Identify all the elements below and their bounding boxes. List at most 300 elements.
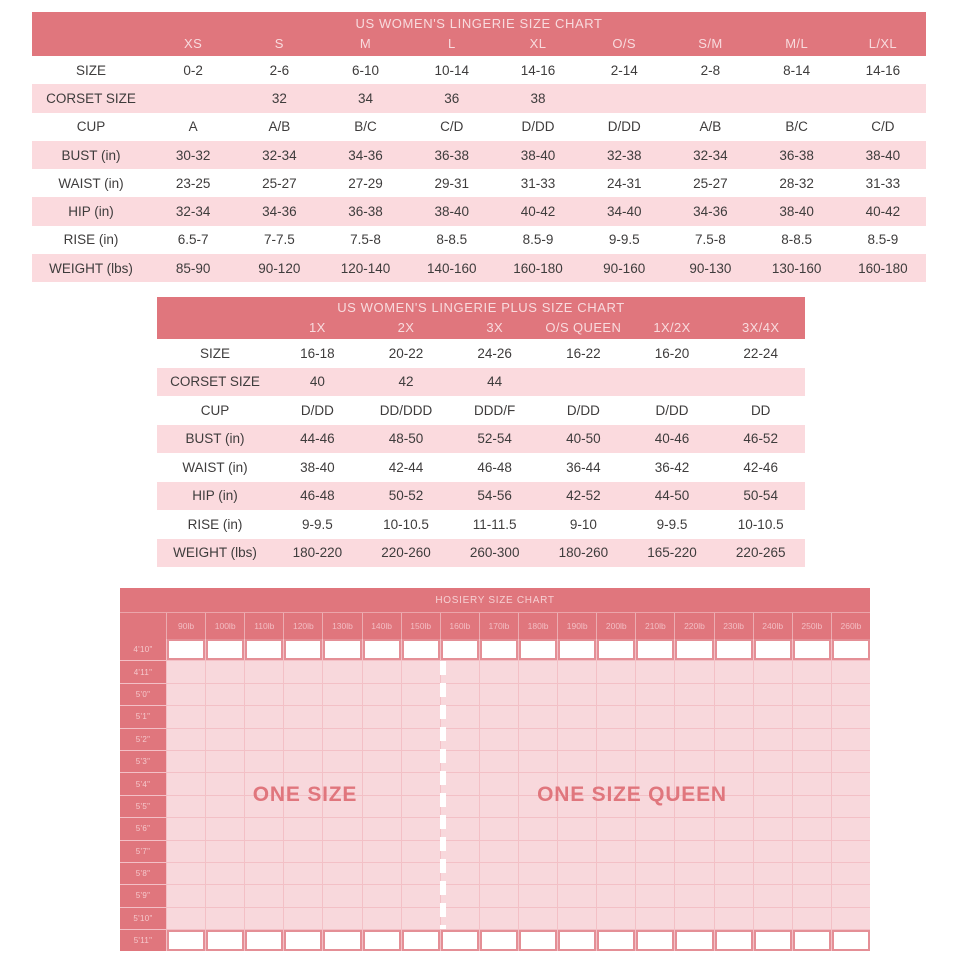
- hosiery-cell: [519, 908, 557, 929]
- hosiery-cell: [323, 908, 361, 929]
- weight-column-header: 230lb: [714, 613, 753, 639]
- hosiery-cell: [636, 661, 674, 682]
- hosiery-cell: [793, 661, 831, 682]
- row-label: WEIGHT (lbs): [173, 545, 257, 561]
- hosiery-cell: [675, 706, 713, 727]
- hosiery-cell: [363, 773, 401, 794]
- hosiery-cell: [284, 639, 322, 660]
- hosiery-cell: [675, 818, 713, 839]
- table-row: [157, 396, 805, 425]
- weight-column-header: 180lb: [518, 613, 557, 639]
- table-cell: 7-7.5: [263, 232, 295, 248]
- hosiery-cell: [675, 639, 713, 660]
- table-cell: B/C: [354, 119, 377, 135]
- table-cell: D/DD: [521, 119, 555, 135]
- hosiery-cell: [167, 930, 205, 951]
- hosiery-cell: [480, 885, 518, 906]
- column-header: XL: [529, 36, 547, 51]
- hosiery-cell: [675, 661, 713, 682]
- hosiery-cell: [793, 706, 831, 727]
- hosiery-cell: [597, 751, 635, 772]
- hosiery-cell: [715, 863, 753, 884]
- table-cell: 23-25: [175, 175, 211, 191]
- hosiery-cell: [441, 684, 479, 705]
- column-header: L: [447, 36, 456, 51]
- hosiery-cell: [441, 930, 479, 951]
- table-row: [157, 539, 805, 568]
- hosiery-cell: [323, 684, 361, 705]
- table-cell: 38-40: [865, 147, 901, 163]
- table-cell: 40: [309, 374, 325, 390]
- table-cell: 46-48: [300, 488, 335, 504]
- hosiery-cell: [402, 818, 440, 839]
- table-cell: 120-140: [340, 260, 391, 276]
- table-cell: 16-20: [654, 345, 690, 361]
- hosiery-cell: [167, 796, 205, 817]
- chart-header-block: [157, 297, 805, 339]
- hosiery-cell: [167, 661, 205, 682]
- table-cell: 40-50: [566, 431, 601, 447]
- hosiery-cell: [675, 729, 713, 750]
- hosiery-cell: [206, 751, 244, 772]
- hosiery-cell: [597, 885, 635, 906]
- hosiery-cell: [363, 639, 401, 660]
- chart-header-block: [32, 12, 926, 56]
- weight-column-header: 220lb: [674, 613, 713, 639]
- hosiery-cell: [793, 729, 831, 750]
- hosiery-cell: [558, 661, 596, 682]
- table-cell: 10-14: [434, 62, 470, 78]
- hosiery-cell: [245, 639, 283, 660]
- row-label: RISE (in): [63, 232, 119, 248]
- table-cell: 220-260: [381, 545, 431, 561]
- table-cell: 32-38: [606, 147, 642, 163]
- table-cell: 40-42: [520, 204, 556, 220]
- table-cell: D/DD: [300, 402, 334, 418]
- table-cell: 44-50: [654, 488, 690, 504]
- hosiery-cell: [675, 863, 713, 884]
- height-row-label: 5'8": [120, 863, 166, 884]
- hosiery-cell: [167, 706, 205, 727]
- hosiery-cell: [754, 729, 792, 750]
- table-cell: 36-38: [434, 147, 470, 163]
- table-cell: 24-31: [606, 175, 642, 191]
- table-cell: 14-16: [520, 62, 556, 78]
- hosiery-cell: [363, 729, 401, 750]
- weight-column-header: 110lb: [244, 613, 283, 639]
- table-cell: 180-260: [558, 545, 609, 561]
- column-header-row: [157, 318, 805, 339]
- table-cell: 36: [444, 90, 460, 106]
- table-row: [32, 141, 926, 169]
- hosiery-cell: [558, 930, 596, 951]
- table-cell: 90-160: [603, 260, 646, 276]
- table-cell: 36-44: [566, 459, 601, 475]
- hosiery-cell: [363, 661, 401, 682]
- hosiery-cell: [715, 639, 753, 660]
- column-header: 1X: [308, 319, 326, 335]
- weight-column-header: 130lb: [322, 613, 361, 639]
- table-cell: 36-38: [779, 147, 814, 163]
- hosiery-size-chart: [120, 588, 870, 951]
- hosiery-cell: [793, 796, 831, 817]
- table-cell: 20-22: [388, 345, 424, 361]
- row-label: WAIST (in): [58, 175, 124, 191]
- hosiery-cell: [323, 751, 361, 772]
- hosiery-cell: [245, 930, 283, 951]
- hosiery-cell: [323, 841, 361, 862]
- table-cell: A: [188, 119, 198, 135]
- hosiery-cell: [402, 841, 440, 862]
- hosiery-cell: [636, 908, 674, 929]
- table-cell: 38-40: [520, 147, 556, 163]
- hosiery-cell: [167, 639, 205, 660]
- weight-column-header: 90lb: [166, 613, 205, 639]
- table-cell: 85-90: [175, 260, 211, 276]
- hosiery-cell: [363, 751, 401, 772]
- hosiery-cell: [636, 818, 674, 839]
- table-cell: 34-36: [348, 147, 383, 163]
- hosiery-cell: [245, 729, 283, 750]
- table-cell: 14-16: [865, 62, 901, 78]
- hosiery-cell: [832, 908, 870, 929]
- hosiery-cell: [441, 751, 479, 772]
- table-row: [157, 368, 805, 397]
- column-header: S/M: [698, 36, 723, 51]
- hosiery-cell: [284, 751, 322, 772]
- table-row: [157, 425, 805, 454]
- table-cell: 9-9.5: [301, 516, 333, 532]
- hosiery-cell: [284, 729, 322, 750]
- table-cell: 9-10: [569, 516, 597, 532]
- table-cell: 165-220: [647, 545, 697, 561]
- hosiery-cell: [206, 885, 244, 906]
- hosiery-cell: [245, 706, 283, 727]
- table-cell: 8-8.5: [436, 232, 468, 248]
- column-header: 2X: [397, 319, 415, 335]
- hosiery-cell: [793, 773, 831, 794]
- table-cell: C/D: [871, 119, 895, 135]
- hosiery-cell: [402, 661, 440, 682]
- table-cell: 140-160: [426, 260, 477, 276]
- hosiery-cell: [206, 818, 244, 839]
- hosiery-cell: [245, 818, 283, 839]
- height-row-label: 5'5": [120, 796, 166, 817]
- table-cell: 160-180: [858, 260, 908, 276]
- weight-column-header: 200lb: [596, 613, 635, 639]
- table-cell: 46-52: [743, 431, 778, 447]
- hosiery-cell: [636, 684, 674, 705]
- hosiery-cell: [832, 684, 870, 705]
- table-cell: 8.5-9: [522, 232, 554, 248]
- hosiery-cell: [715, 818, 753, 839]
- hosiery-cell: [167, 818, 205, 839]
- table-cell: 32-34: [693, 147, 728, 163]
- table-cell: C/D: [440, 119, 464, 135]
- table-cell: 28-32: [779, 175, 814, 191]
- table-cell: 34-40: [606, 204, 642, 220]
- hosiery-cell: [323, 818, 361, 839]
- hosiery-cell: [832, 639, 870, 660]
- weight-column-header: 190lb: [557, 613, 596, 639]
- hosiery-grid: [120, 639, 870, 951]
- hosiery-cell: [284, 818, 322, 839]
- table-row: [32, 254, 926, 282]
- hosiery-cell: [675, 684, 713, 705]
- hosiery-cell: [480, 706, 518, 727]
- height-row-label: 5'9": [120, 885, 166, 906]
- table-row: [157, 339, 805, 368]
- hosiery-cell: [597, 639, 635, 660]
- hosiery-cell: [754, 885, 792, 906]
- weight-column-header: 140lb: [362, 613, 401, 639]
- row-label: WAIST (in): [182, 459, 248, 475]
- hosiery-cell: [793, 863, 831, 884]
- table-cell: DDD/F: [474, 402, 516, 418]
- hosiery-cell: [363, 796, 401, 817]
- hosiery-cell: [832, 930, 870, 951]
- row-label: SIZE: [75, 62, 106, 78]
- hosiery-cell: [793, 818, 831, 839]
- hosiery-cell: [636, 751, 674, 772]
- hosiery-cell: [441, 729, 479, 750]
- hosiery-cell: [754, 684, 792, 705]
- column-header: 3X/4X: [741, 319, 780, 335]
- hosiery-cell: [675, 908, 713, 929]
- hosiery-cell: [441, 885, 479, 906]
- hosiery-cell: [636, 930, 674, 951]
- hosiery-cell: [284, 885, 322, 906]
- table-cell: 220-265: [735, 545, 786, 561]
- hosiery-cell: [754, 930, 792, 951]
- table-cell: 34-36: [262, 204, 297, 220]
- one-size-queen-zone-label: ONE SIZE QUEEN: [537, 783, 727, 806]
- hosiery-cell: [284, 706, 322, 727]
- hosiery-cell: [363, 885, 401, 906]
- hosiery-cell: [284, 863, 322, 884]
- table-cell: 50-54: [743, 488, 778, 504]
- hosiery-cell: [323, 885, 361, 906]
- hosiery-cell: [832, 841, 870, 862]
- hosiery-cell: [558, 841, 596, 862]
- table-cell: 260-300: [469, 545, 520, 561]
- chart-title: US WOMEN'S LINGERIE SIZE CHART: [355, 15, 603, 31]
- hosiery-cell: [832, 796, 870, 817]
- hosiery-cell: [715, 885, 753, 906]
- hosiery-cell: [206, 930, 244, 951]
- hosiery-cell: [519, 751, 557, 772]
- column-header: M: [359, 36, 372, 51]
- hosiery-cell: [402, 706, 440, 727]
- hosiery-cell: [206, 706, 244, 727]
- hosiery-cell: [558, 706, 596, 727]
- hosiery-cell: [597, 729, 635, 750]
- one-size-zone-label: ONE SIZE: [252, 783, 358, 806]
- table-cell: 34: [358, 90, 374, 106]
- hosiery-cell: [441, 661, 479, 682]
- hosiery-cell: [519, 639, 557, 660]
- hosiery-cell: [167, 773, 205, 794]
- hosiery-cell: [167, 863, 205, 884]
- weight-column-header: 250lb: [792, 613, 831, 639]
- hosiery-cell: [793, 885, 831, 906]
- table-cell: A/B: [699, 119, 722, 135]
- column-header-row: [32, 34, 926, 56]
- table-row: [157, 482, 805, 511]
- table-cell: 90-130: [689, 260, 732, 276]
- hosiery-cell: [480, 684, 518, 705]
- column-header: O/S QUEEN: [545, 319, 622, 335]
- corner-spacer: [120, 613, 166, 639]
- hosiery-cell: [363, 818, 401, 839]
- table-cell: DD/DDD: [379, 402, 433, 418]
- row-label: RISE (in): [187, 516, 243, 532]
- hosiery-cell: [206, 773, 244, 794]
- table-cell: 10-10.5: [737, 516, 784, 532]
- hosiery-cell: [441, 841, 479, 862]
- hosiery-cell: [558, 684, 596, 705]
- hosiery-cell: [715, 729, 753, 750]
- hosiery-cell: [402, 863, 440, 884]
- hosiery-cell: [441, 863, 479, 884]
- hosiery-cell: [558, 863, 596, 884]
- hosiery-cell: [480, 818, 518, 839]
- hosiery-cell: [832, 818, 870, 839]
- height-row-label: 5'6": [120, 818, 166, 839]
- column-header: 1X/2X: [653, 319, 691, 335]
- hosiery-cell: [754, 818, 792, 839]
- hosiery-cell: [832, 773, 870, 794]
- table-cell: 42-46: [743, 459, 778, 475]
- hosiery-cell: [323, 706, 361, 727]
- table-cell: 8-14: [783, 62, 811, 78]
- table-cell: D/DD: [655, 402, 689, 418]
- hosiery-cell: [480, 796, 518, 817]
- hosiery-cell: [284, 930, 322, 951]
- hosiery-cell: [167, 908, 205, 929]
- table-body: [32, 56, 926, 282]
- table-cell: 42-52: [566, 488, 601, 504]
- height-row-label: 5'10": [120, 908, 166, 929]
- table-cell: 7.5-8: [350, 232, 381, 248]
- hosiery-cell: [597, 818, 635, 839]
- hosiery-cell: [597, 706, 635, 727]
- hosiery-cell: [245, 751, 283, 772]
- height-row-label: 5'4": [120, 773, 166, 794]
- hosiery-cell: [636, 706, 674, 727]
- hosiery-cell: [402, 639, 440, 660]
- hosiery-cell: [441, 773, 479, 794]
- hosiery-cell: [519, 661, 557, 682]
- hosiery-cell: [636, 729, 674, 750]
- table-cell: 160-180: [513, 260, 563, 276]
- row-label: BUST (in): [61, 147, 121, 163]
- hosiery-cell: [675, 751, 713, 772]
- table-cell: 16-22: [566, 345, 601, 361]
- table-cell: 50-52: [388, 488, 424, 504]
- table-cell: D/DD: [607, 119, 641, 135]
- chart-title: US WOMEN'S LINGERIE PLUS SIZE CHART: [337, 300, 625, 315]
- height-row-label: 5'7": [120, 841, 166, 862]
- hosiery-cell: [167, 684, 205, 705]
- hosiery-cell: [832, 885, 870, 906]
- hosiery-cell: [832, 863, 870, 884]
- table-cell: 29-31: [434, 175, 470, 191]
- hosiery-cell: [636, 863, 674, 884]
- hosiery-cell: [519, 863, 557, 884]
- hosiery-cell: [715, 684, 753, 705]
- hosiery-cell: [754, 661, 792, 682]
- hosiery-cell: [284, 841, 322, 862]
- hosiery-cell: [441, 818, 479, 839]
- hosiery-cell: [206, 639, 244, 660]
- hosiery-cell: [363, 908, 401, 929]
- hosiery-cell: [558, 885, 596, 906]
- table-cell: 34-36: [693, 204, 728, 220]
- height-row-label: 5'3": [120, 751, 166, 772]
- table-cell: 38-40: [300, 459, 335, 475]
- hosiery-cell: [363, 863, 401, 884]
- weight-column-header: 100lb: [205, 613, 244, 639]
- hosiery-cell: [480, 863, 518, 884]
- table-cell: 180-220: [292, 545, 343, 561]
- column-header: 3X: [486, 319, 504, 335]
- table-row: [32, 84, 926, 112]
- hosiery-cell: [402, 796, 440, 817]
- hosiery-cell: [832, 751, 870, 772]
- weight-header-row: [120, 612, 870, 639]
- row-label: CORSET SIZE: [46, 90, 136, 106]
- hosiery-cell: [284, 684, 322, 705]
- hosiery-cell: [715, 841, 753, 862]
- table-cell: 42: [398, 374, 414, 390]
- hosiery-cell: [206, 908, 244, 929]
- hosiery-cell: [519, 885, 557, 906]
- table-cell: 24-26: [477, 345, 512, 361]
- hosiery-cell: [715, 706, 753, 727]
- weight-column-header: 150lb: [401, 613, 440, 639]
- hosiery-cell: [793, 841, 831, 862]
- table-cell: 6.5-7: [177, 232, 209, 248]
- hosiery-cell: [793, 908, 831, 929]
- column-header: M/L: [785, 36, 809, 51]
- hosiery-cell: [597, 684, 635, 705]
- hosiery-cell: [480, 729, 518, 750]
- table-cell: 38-40: [779, 204, 814, 220]
- column-header: L/XL: [868, 36, 898, 51]
- hosiery-cell: [519, 818, 557, 839]
- hosiery-cell: [636, 639, 674, 660]
- hosiery-cell: [636, 841, 674, 862]
- weight-column-header: 240lb: [753, 613, 792, 639]
- hosiery-cell: [363, 930, 401, 951]
- table-cell: 30-32: [175, 147, 211, 163]
- hosiery-cell: [754, 863, 792, 884]
- table-cell: A/B: [268, 119, 291, 135]
- hosiery-cell: [206, 863, 244, 884]
- hosiery-cell: [441, 706, 479, 727]
- table-cell: 42-44: [388, 459, 424, 475]
- hosiery-cell: [793, 751, 831, 772]
- table-cell: 32: [271, 90, 287, 106]
- hosiery-cell: [441, 908, 479, 929]
- table-body: [157, 339, 805, 567]
- hosiery-cell: [245, 885, 283, 906]
- weight-column-header: 120lb: [283, 613, 322, 639]
- table-cell: 6-10: [352, 62, 380, 78]
- table-cell: 90-120: [258, 260, 301, 276]
- hosiery-cell: [597, 661, 635, 682]
